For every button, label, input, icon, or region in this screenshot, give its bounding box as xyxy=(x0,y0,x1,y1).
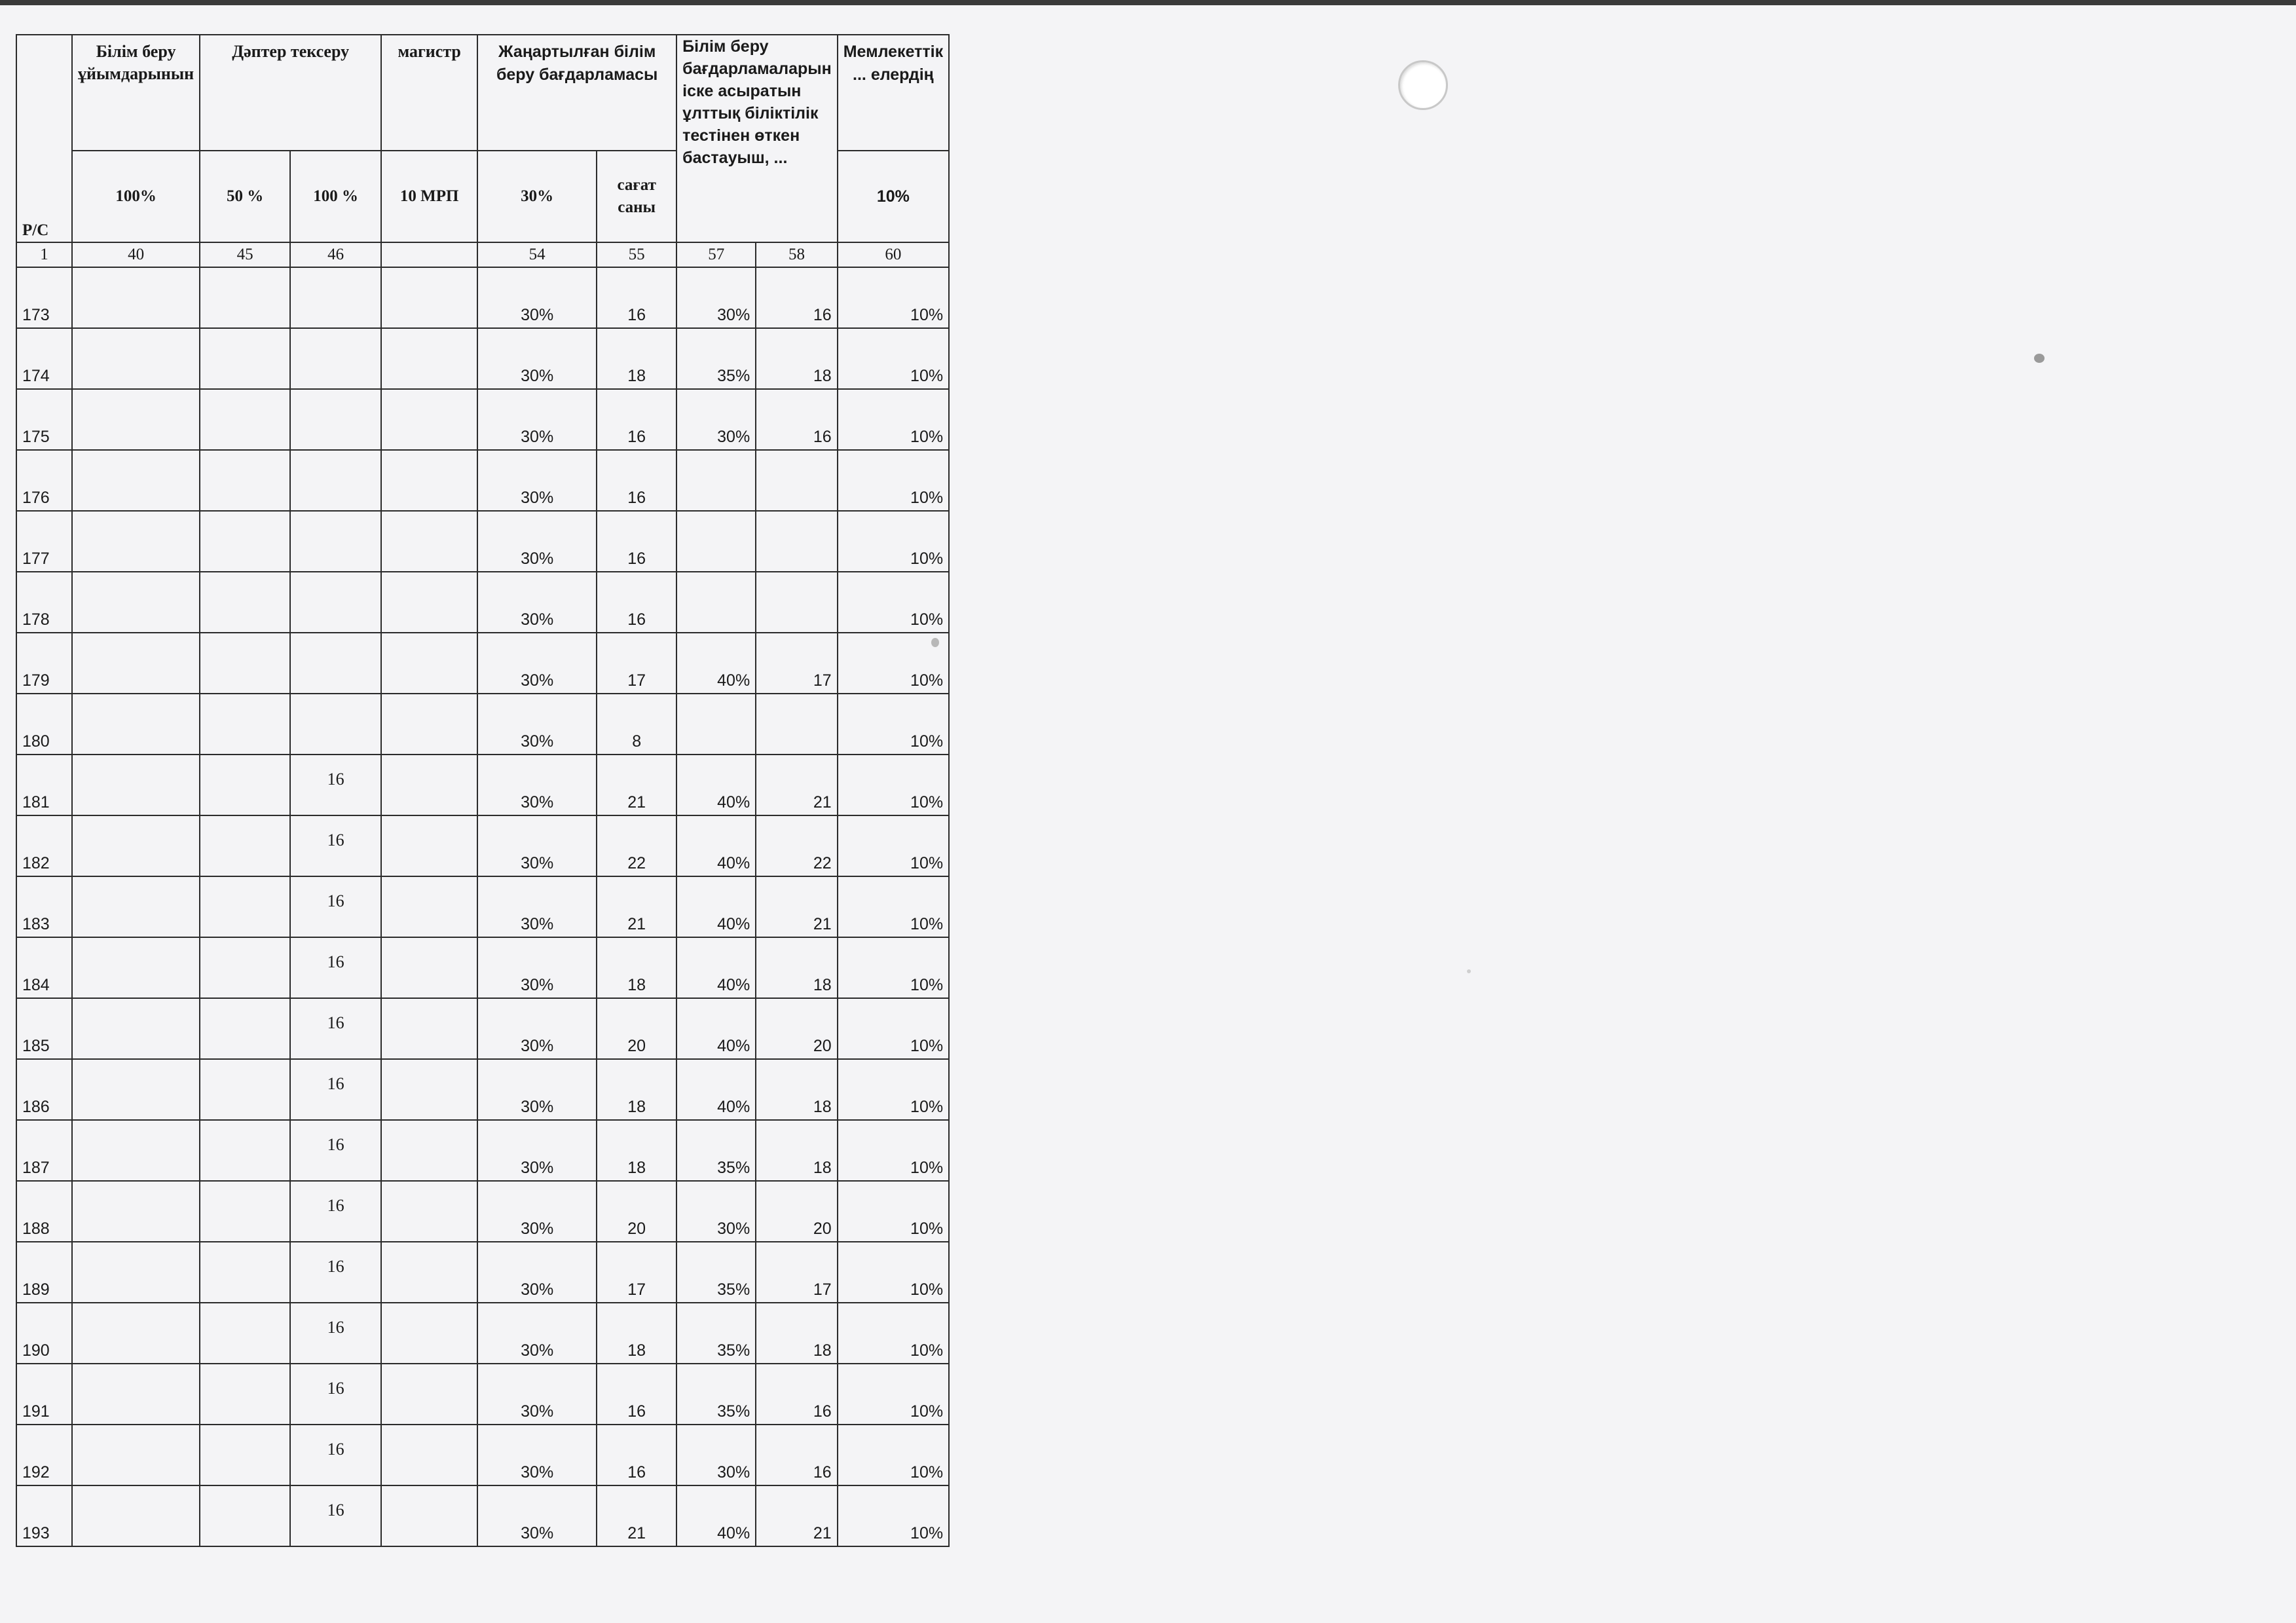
cell-40 xyxy=(72,633,200,694)
cell-46 xyxy=(290,450,381,511)
cell-mrp xyxy=(381,1059,477,1120)
cell-58: 18 xyxy=(756,1059,838,1120)
cell-55: 20 xyxy=(597,998,676,1059)
cell-55: 21 xyxy=(597,755,676,815)
cell-58 xyxy=(756,511,838,572)
cell-40 xyxy=(72,450,200,511)
cell-mrp xyxy=(381,1242,477,1303)
cell-mrp xyxy=(381,328,477,389)
scan-top-edge xyxy=(0,0,2296,5)
cell-58: 16 xyxy=(756,267,838,328)
cell-40 xyxy=(72,572,200,633)
header-rc: Р/С xyxy=(16,35,72,242)
cell-55: 16 xyxy=(597,1364,676,1425)
cell-46: 16 xyxy=(290,937,381,998)
cell-40 xyxy=(72,267,200,328)
cell-46: 16 xyxy=(290,815,381,876)
col-number: 45 xyxy=(200,242,290,267)
cell-60: 10% xyxy=(838,389,949,450)
punch-hole xyxy=(1398,60,1448,110)
cell-45 xyxy=(200,876,290,937)
cell-mrp xyxy=(381,450,477,511)
cell-45 xyxy=(200,1303,290,1364)
header-memle: Мемлекеттік ... елердің xyxy=(838,35,949,151)
table-row xyxy=(16,633,949,694)
cell-mrp xyxy=(381,1303,477,1364)
cell-57: 30% xyxy=(676,267,756,328)
cell-58: 18 xyxy=(756,937,838,998)
cell-54: 30% xyxy=(477,511,597,572)
cell-54: 30% xyxy=(477,1303,597,1364)
cell-rc: 183 xyxy=(16,876,72,937)
cell-55: 8 xyxy=(597,694,676,755)
header-zhanartylgan: Жаңартылған білім беру бағдарламасы xyxy=(477,35,676,151)
cell-58 xyxy=(756,572,838,633)
cell-57: 35% xyxy=(676,1242,756,1303)
cell-45 xyxy=(200,267,290,328)
cell-mrp xyxy=(381,389,477,450)
table-row xyxy=(16,1303,949,1364)
cell-40 xyxy=(72,998,200,1059)
col-number: 60 xyxy=(838,242,949,267)
cell-40 xyxy=(72,694,200,755)
cell-58: 16 xyxy=(756,1425,838,1485)
cell-54: 30% xyxy=(477,389,597,450)
cell-54: 30% xyxy=(477,328,597,389)
cell-45 xyxy=(200,511,290,572)
cell-55: 22 xyxy=(597,815,676,876)
cell-55: 18 xyxy=(597,1059,676,1120)
cell-55: 17 xyxy=(597,633,676,694)
header-sub-100b: 100 % xyxy=(290,151,381,242)
scan-speck xyxy=(2034,354,2045,363)
cell-40 xyxy=(72,1364,200,1425)
cell-60: 10% xyxy=(838,694,949,755)
header-sub-10: 10% xyxy=(838,151,949,242)
cell-rc: 193 xyxy=(16,1485,72,1546)
table-row xyxy=(16,755,949,815)
cell-60: 10% xyxy=(838,1303,949,1364)
cell-60: 10% xyxy=(838,1425,949,1485)
table-row xyxy=(16,267,949,328)
header-col40: Білім беру ұйымдарынын xyxy=(72,35,200,151)
cell-rc: 179 xyxy=(16,633,72,694)
cell-40 xyxy=(72,389,200,450)
cell-57: 35% xyxy=(676,1303,756,1364)
cell-57: 40% xyxy=(676,633,756,694)
cell-60: 10% xyxy=(838,937,949,998)
cell-rc: 182 xyxy=(16,815,72,876)
cell-mrp xyxy=(381,511,477,572)
cell-55: 21 xyxy=(597,1485,676,1546)
table-row xyxy=(16,1485,949,1546)
cell-rc: 178 xyxy=(16,572,72,633)
cell-55: 18 xyxy=(597,1120,676,1181)
table-row xyxy=(16,998,949,1059)
cell-57 xyxy=(676,450,756,511)
table-row xyxy=(16,1425,949,1485)
cell-46 xyxy=(290,267,381,328)
cell-54: 30% xyxy=(477,1242,597,1303)
cell-57: 30% xyxy=(676,1181,756,1242)
header-sub-50: 50 % xyxy=(200,151,290,242)
cell-60: 10% xyxy=(838,1242,949,1303)
cell-46 xyxy=(290,328,381,389)
table-row xyxy=(16,511,949,572)
cell-54: 30% xyxy=(477,1425,597,1485)
cell-46 xyxy=(290,633,381,694)
cell-60: 10% xyxy=(838,1181,949,1242)
cell-54: 30% xyxy=(477,694,597,755)
cell-58: 20 xyxy=(756,1181,838,1242)
cell-mrp xyxy=(381,1425,477,1485)
table-row xyxy=(16,815,949,876)
cell-45 xyxy=(200,1485,290,1546)
cell-58: 17 xyxy=(756,1242,838,1303)
cell-rc: 186 xyxy=(16,1059,72,1120)
cell-45 xyxy=(200,389,290,450)
cell-rc: 177 xyxy=(16,511,72,572)
cell-40 xyxy=(72,755,200,815)
cell-mrp xyxy=(381,755,477,815)
cell-mrp xyxy=(381,998,477,1059)
cell-58: 18 xyxy=(756,1120,838,1181)
cell-54: 30% xyxy=(477,450,597,511)
cell-45 xyxy=(200,937,290,998)
cell-mrp xyxy=(381,876,477,937)
cell-46 xyxy=(290,389,381,450)
table-row xyxy=(16,937,949,998)
cell-57: 40% xyxy=(676,1059,756,1120)
table-row xyxy=(16,1059,949,1120)
cell-46 xyxy=(290,572,381,633)
cell-rc: 184 xyxy=(16,937,72,998)
cell-40 xyxy=(72,1242,200,1303)
cell-mrp xyxy=(381,1120,477,1181)
cell-55: 16 xyxy=(597,267,676,328)
cell-54: 30% xyxy=(477,998,597,1059)
cell-mrp xyxy=(381,1364,477,1425)
cell-45 xyxy=(200,815,290,876)
cell-45 xyxy=(200,572,290,633)
table-row xyxy=(16,1364,949,1425)
cell-rc: 175 xyxy=(16,389,72,450)
header-magistr: магистр xyxy=(381,35,477,151)
table-row xyxy=(16,328,949,389)
cell-rc: 173 xyxy=(16,267,72,328)
cell-57: 40% xyxy=(676,998,756,1059)
cell-58: 21 xyxy=(756,1485,838,1546)
cell-40 xyxy=(72,1181,200,1242)
column-number-row xyxy=(16,242,949,267)
col-number: 58 xyxy=(756,242,838,267)
cell-46: 16 xyxy=(290,1120,381,1181)
cell-54: 30% xyxy=(477,633,597,694)
cell-40 xyxy=(72,328,200,389)
cell-60: 10% xyxy=(838,1120,949,1181)
table-body xyxy=(16,267,949,1546)
cell-60: 10% xyxy=(838,755,949,815)
header-sub-100: 100% xyxy=(72,151,200,242)
cell-55: 16 xyxy=(597,389,676,450)
cell-54: 30% xyxy=(477,1059,597,1120)
cell-40 xyxy=(72,1120,200,1181)
cell-45 xyxy=(200,1364,290,1425)
table-row xyxy=(16,1120,949,1181)
cell-54: 30% xyxy=(477,267,597,328)
cell-rc: 187 xyxy=(16,1120,72,1181)
cell-40 xyxy=(72,1425,200,1485)
cell-54: 30% xyxy=(477,1120,597,1181)
col-number: 40 xyxy=(72,242,200,267)
cell-mrp xyxy=(381,633,477,694)
cell-54: 30% xyxy=(477,1181,597,1242)
cell-46: 16 xyxy=(290,876,381,937)
cell-46: 16 xyxy=(290,1425,381,1485)
cell-46 xyxy=(290,694,381,755)
cell-57: 40% xyxy=(676,876,756,937)
cell-60: 10% xyxy=(838,450,949,511)
header-bilim-beru-bagdarlamalary: Білім беру бағдарламаларын іске асыратын ұлттық біліктілік тестінен өткен бастауыш, ... xyxy=(676,35,838,242)
data-table xyxy=(16,34,950,1547)
cell-57: 40% xyxy=(676,1485,756,1546)
cell-60: 10% xyxy=(838,1364,949,1425)
cell-60: 10% xyxy=(838,876,949,937)
header-sub-sagat: сағат саны xyxy=(597,151,676,242)
cell-mrp xyxy=(381,815,477,876)
col-number: 46 xyxy=(290,242,381,267)
cell-55: 18 xyxy=(597,328,676,389)
cell-58: 21 xyxy=(756,876,838,937)
cell-rc: 190 xyxy=(16,1303,72,1364)
cell-55: 16 xyxy=(597,1425,676,1485)
cell-rc: 191 xyxy=(16,1364,72,1425)
cell-57 xyxy=(676,694,756,755)
cell-60: 10% xyxy=(838,572,949,633)
cell-rc: 188 xyxy=(16,1181,72,1242)
col-number: 54 xyxy=(477,242,597,267)
cell-45 xyxy=(200,1181,290,1242)
table-row xyxy=(16,694,949,755)
cell-60: 10% xyxy=(838,328,949,389)
cell-55: 20 xyxy=(597,1181,676,1242)
cell-40 xyxy=(72,815,200,876)
cell-mrp xyxy=(381,1181,477,1242)
cell-54: 30% xyxy=(477,1485,597,1546)
cell-45 xyxy=(200,328,290,389)
cell-40 xyxy=(72,1303,200,1364)
cell-57: 40% xyxy=(676,937,756,998)
cell-45 xyxy=(200,694,290,755)
cell-57 xyxy=(676,511,756,572)
cell-58: 16 xyxy=(756,389,838,450)
col-number xyxy=(381,242,477,267)
cell-60: 10% xyxy=(838,1059,949,1120)
cell-46: 16 xyxy=(290,1181,381,1242)
cell-45 xyxy=(200,1059,290,1120)
cell-57: 30% xyxy=(676,389,756,450)
cell-40 xyxy=(72,937,200,998)
cell-45 xyxy=(200,998,290,1059)
cell-54: 30% xyxy=(477,1364,597,1425)
cell-60: 10% xyxy=(838,1485,949,1546)
cell-54: 30% xyxy=(477,937,597,998)
cell-60: 10% xyxy=(838,633,949,694)
cell-54: 30% xyxy=(477,755,597,815)
cell-40 xyxy=(72,876,200,937)
cell-58: 18 xyxy=(756,328,838,389)
col-number: 55 xyxy=(597,242,676,267)
cell-rc: 185 xyxy=(16,998,72,1059)
cell-mrp xyxy=(381,572,477,633)
col-number: 57 xyxy=(676,242,756,267)
cell-45 xyxy=(200,450,290,511)
table-row xyxy=(16,876,949,937)
cell-58: 18 xyxy=(756,1303,838,1364)
cell-54: 30% xyxy=(477,876,597,937)
cell-45 xyxy=(200,633,290,694)
header-dapter-tekseru: Дәптер тексеру xyxy=(200,35,381,151)
col-number: 1 xyxy=(16,242,72,267)
cell-58: 17 xyxy=(756,633,838,694)
cell-55: 18 xyxy=(597,937,676,998)
cell-58: 22 xyxy=(756,815,838,876)
cell-60: 10% xyxy=(838,998,949,1059)
cell-rc: 176 xyxy=(16,450,72,511)
cell-40 xyxy=(72,1485,200,1546)
cell-55: 17 xyxy=(597,1242,676,1303)
cell-60: 10% xyxy=(838,511,949,572)
header-sub-mrp: 10 МРП xyxy=(381,151,477,242)
cell-58: 21 xyxy=(756,755,838,815)
cell-55: 16 xyxy=(597,450,676,511)
cell-55: 21 xyxy=(597,876,676,937)
cell-46: 16 xyxy=(290,755,381,815)
cell-40 xyxy=(72,1059,200,1120)
cell-46: 16 xyxy=(290,998,381,1059)
cell-54: 30% xyxy=(477,815,597,876)
cell-57: 40% xyxy=(676,755,756,815)
cell-mrp xyxy=(381,694,477,755)
cell-mrp xyxy=(381,267,477,328)
table-row xyxy=(16,1242,949,1303)
cell-54: 30% xyxy=(477,572,597,633)
cell-60: 10% xyxy=(838,815,949,876)
cell-45 xyxy=(200,1425,290,1485)
cell-40 xyxy=(72,511,200,572)
cell-rc: 192 xyxy=(16,1425,72,1485)
cell-57: 30% xyxy=(676,1425,756,1485)
cell-46: 16 xyxy=(290,1242,381,1303)
cell-rc: 174 xyxy=(16,328,72,389)
table-row xyxy=(16,1181,949,1242)
cell-57: 40% xyxy=(676,815,756,876)
table-row xyxy=(16,450,949,511)
cell-58 xyxy=(756,450,838,511)
cell-55: 18 xyxy=(597,1303,676,1364)
cell-57: 35% xyxy=(676,328,756,389)
cell-58 xyxy=(756,694,838,755)
cell-46: 16 xyxy=(290,1364,381,1425)
cell-55: 16 xyxy=(597,511,676,572)
cell-rc: 180 xyxy=(16,694,72,755)
cell-55: 16 xyxy=(597,572,676,633)
cell-46: 16 xyxy=(290,1303,381,1364)
table-row xyxy=(16,572,949,633)
cell-58: 20 xyxy=(756,998,838,1059)
cell-45 xyxy=(200,755,290,815)
cell-46: 16 xyxy=(290,1059,381,1120)
cell-46: 16 xyxy=(290,1485,381,1546)
table-row xyxy=(16,389,949,450)
cell-mrp xyxy=(381,937,477,998)
cell-58: 16 xyxy=(756,1364,838,1425)
header-sub-30: 30% xyxy=(477,151,597,242)
cell-45 xyxy=(200,1120,290,1181)
cell-45 xyxy=(200,1242,290,1303)
cell-60: 10% xyxy=(838,267,949,328)
cell-46 xyxy=(290,511,381,572)
cell-rc: 181 xyxy=(16,755,72,815)
cell-mrp xyxy=(381,1485,477,1546)
cell-rc: 189 xyxy=(16,1242,72,1303)
cell-57: 35% xyxy=(676,1120,756,1181)
scan-speck xyxy=(1467,969,1471,973)
cell-57: 35% xyxy=(676,1364,756,1425)
cell-57 xyxy=(676,572,756,633)
